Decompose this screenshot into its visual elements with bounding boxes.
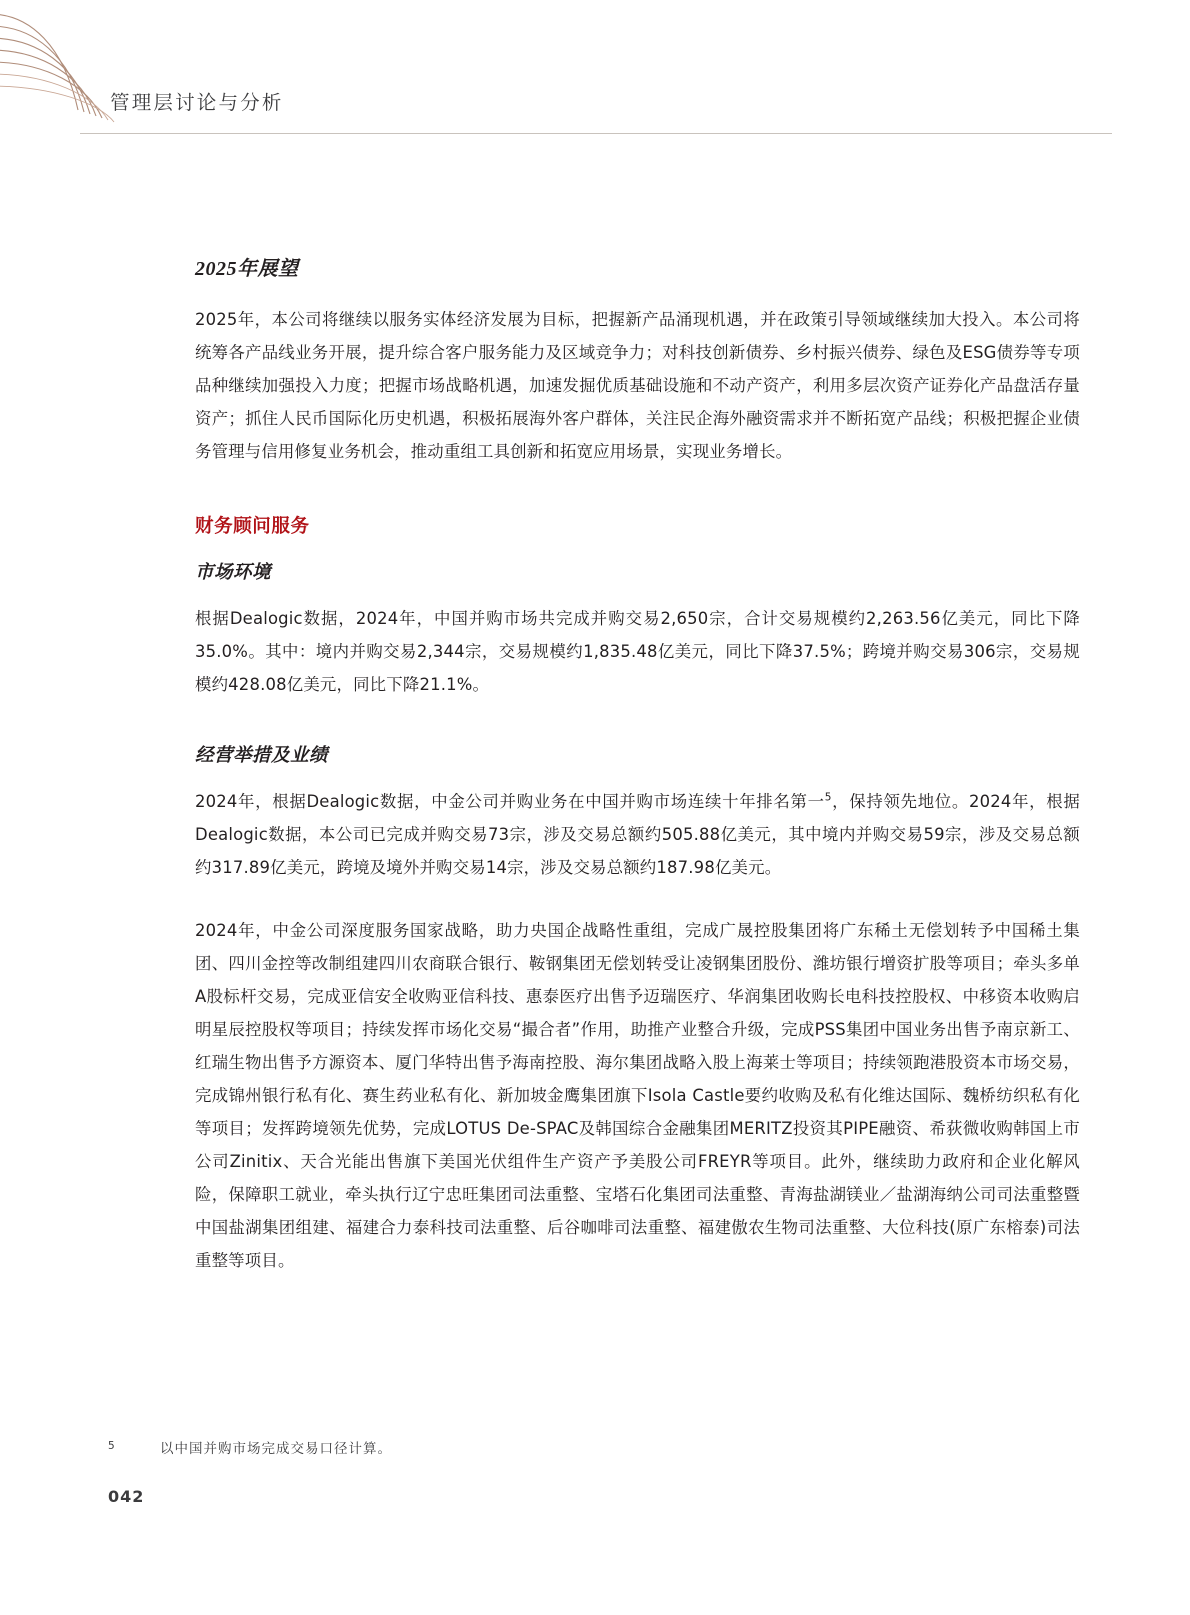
section-heading-financial-advisory: 财务顾问服务 bbox=[195, 516, 310, 537]
footnote-reference-5: 5 bbox=[824, 791, 832, 804]
footnote-text: 以中国并购市场完成交易口径计算。 bbox=[160, 1441, 392, 1457]
footnote-marker: 5 bbox=[108, 1440, 115, 1452]
header-rule bbox=[80, 133, 1112, 134]
footnote bbox=[108, 1437, 1008, 1457]
paragraph-operations-post: ，保持领先地位。2024年，根据Dealogic数据，本公司已完成并购交易73宗，涉及交易总额约505.88亿美元，其中境内并购交易59宗，涉及交易总额约317.89亿美元，跨境及境外并购交易14宗，涉及交易总额约187.98亿美元。 bbox=[195, 792, 1080, 877]
paragraph-market-environment: 根据Dealogic数据，2024年，中国并购市场共完成并购交易2,650宗，合计交易规模约2,263.56亿美元，同比下降35.0%。其中：境内并购交易2,344宗，交易规模约1,835.48亿美元，同比下降37.5%；跨境并购交易306宗，交易规模约428.08亿美元，同比下降21.1%。 bbox=[195, 609, 1080, 694]
paragraph-operations-projects: 2024年，中金公司深度服务国家战略，助力央国企战略性重组，完成广晟控股集团将广东稀土无偿划转予中国稀土集团、四川金控等改制组建四川农商联合银行、鞍钢集团无偿划转受让凌钢集团股份、潍坊银行增资扩股等项目；牵头多单A股标杆交易，完成亚信安全收购亚信科技、惠泰医疗出售予迈瑞医疗、华润集团收购长电科技控股权、中移资本收购启明星辰控股权等项目；持续发挥市场化交易“撮合者”作用，助推产业整合升级，完成PSS集团中国业务出售予南京新工、红瑞生物出售予方源资本、厦门华特出售予海南控股、海尔集团战略入股上海莱士等项目；持续领跑港股资本市场交易，完成锦州银行私有化、赛生药业私有化、新加坡金鹰集团旗下Isola Castle要约收购及私有化维达国际、魏桥纺织私有化等项目；发挥跨境领先优势，完成LOTUS De-SPAC及韩国综合金融集团MERITZ投资其PIPE融资、希荻微收购韩国上市公司Zinitix、天合光能出售旗下美国光伏组件生产资产予美股公司FREYR等项目。此外，继续助力政府和企业化解风险，保障职工就业，牵头执行辽宁忠旺集团司法重整、宝塔石化集团司法重整、青海盐湖镁业／盐湖海纳公司司法重整暨中国盐湖集团组建、福建合力泰科技司法重整、后谷咖啡司法重整、福建傲农生物司法重整、大位科技(原广东榕泰)司法重整等项目。 bbox=[195, 921, 1080, 1270]
page-content bbox=[195, 252, 1080, 1277]
section-heading-outlook: 2025年展望 bbox=[195, 258, 299, 280]
subsection-heading-operations: 经营举措及业绩 bbox=[195, 746, 329, 766]
paragraph-operations-performance bbox=[195, 785, 1080, 884]
page-number: 042 bbox=[108, 1487, 145, 1506]
subsection-heading-market-environment: 市场环境 bbox=[195, 563, 272, 583]
header-decoration-swoosh bbox=[0, 0, 220, 150]
page-running-head: 管理层讨论与分析 bbox=[110, 91, 284, 114]
paragraph-operations-pre: 2024年，根据Dealogic数据，中金公司并购业务在中国并购市场连续十年排名第一 bbox=[195, 792, 825, 811]
paragraph-outlook: 2025年，本公司将继续以服务实体经济发展为目标，把握新产品涌现机遇，并在政策引导领域继续加大投入。本公司将统筹各产品线业务开展，提升综合客户服务能力及区域竞争力；对科技创新债券、乡村振兴债券、绿色及ESG债券等专项品种继续加强投入力度；把握市场战略机遇，加速发掘优质基础设施和不动产资产，利用多层次资产证券化产品盘活存量资产；抓住人民币国际化历史机遇，积极拓展海外客户群体，关注民企海外融资需求并不断拓宽产品线；积极把握企业债务管理与信用修复业务机会，推动重组工具创新和拓宽应用场景，实现业务增长。 bbox=[195, 310, 1080, 461]
